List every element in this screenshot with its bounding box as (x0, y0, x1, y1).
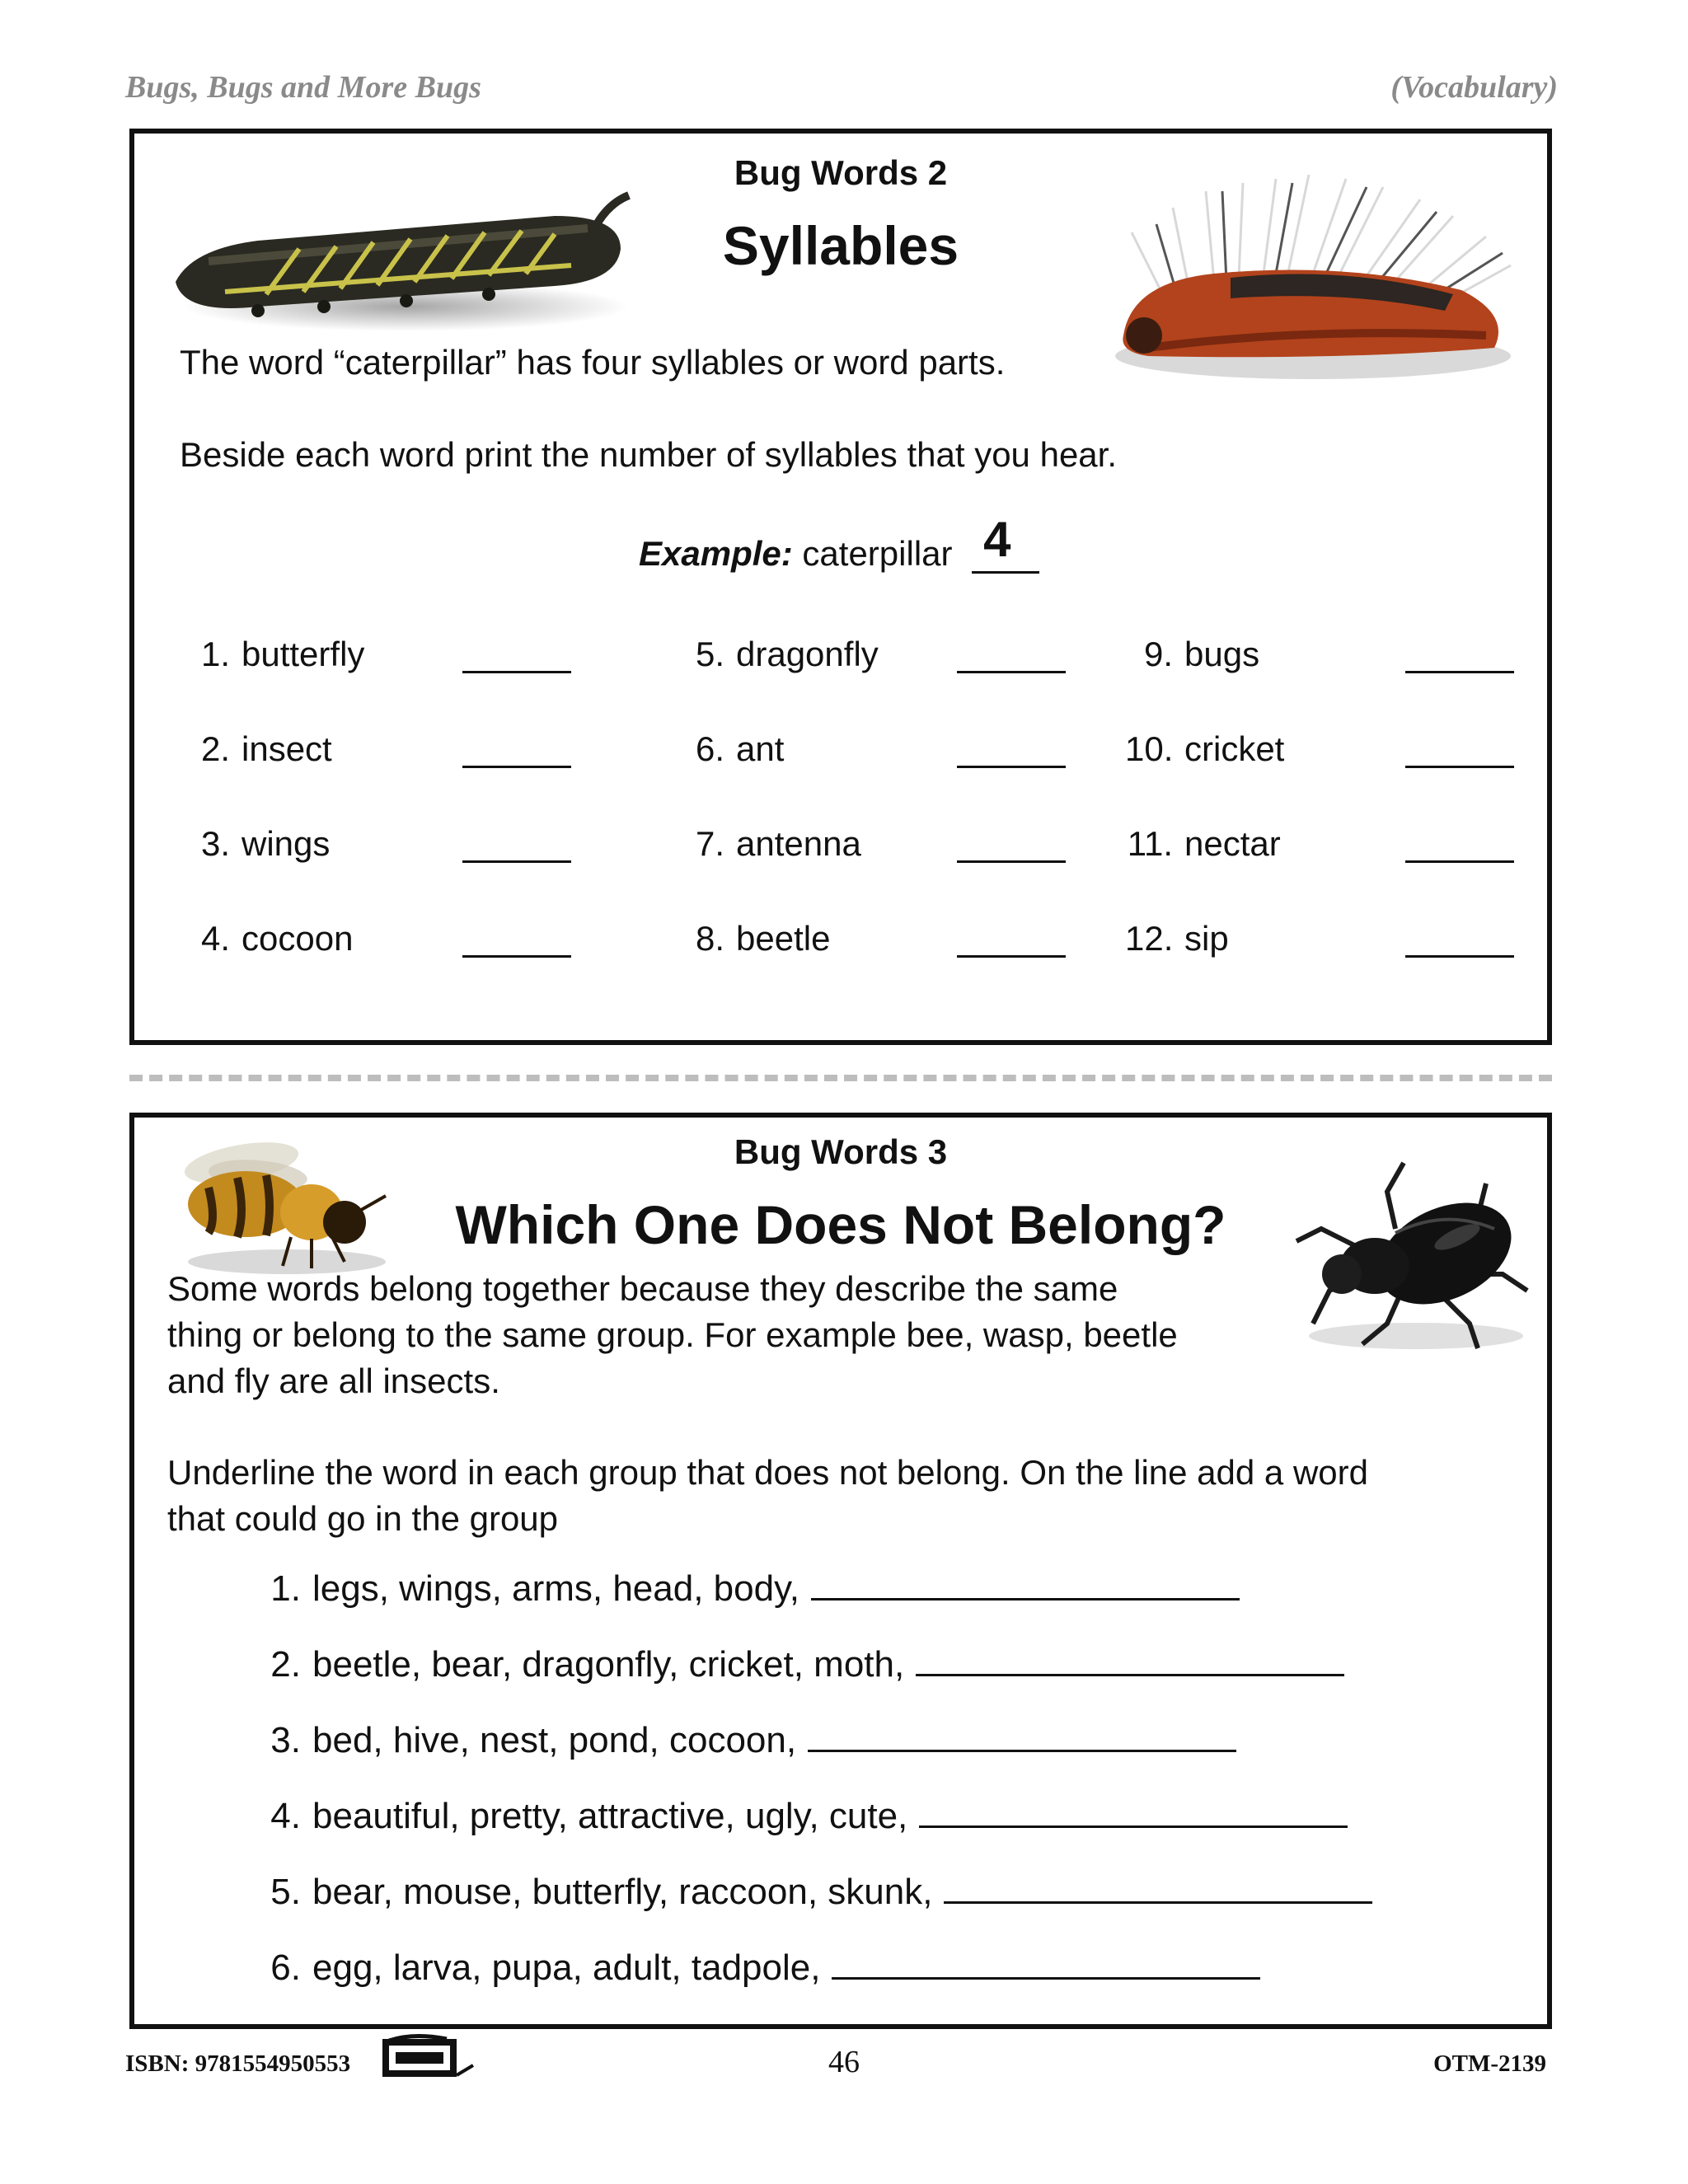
list-item: 6. ant (677, 726, 1105, 772)
answer-blank[interactable] (462, 860, 571, 863)
answer-blank[interactable] (916, 1641, 1344, 1676)
intro-text: The word “caterpillar” has four syllables or word parts. (180, 343, 1006, 382)
group-item: 4. beautiful, pretty, attractive, ugly, cute, (265, 1792, 1348, 1841)
list-item: 7. antenna (677, 821, 1105, 867)
group-item: 1. legs, wings, arms, head, body, (265, 1564, 1240, 1614)
caterpillar-image (159, 183, 654, 340)
answer-blank[interactable] (957, 766, 1066, 768)
beetle-image (1272, 1151, 1544, 1357)
list-item: 2. insect (182, 726, 611, 772)
not-belong-worksheet-box (129, 1113, 1552, 2029)
answer-blank[interactable] (1405, 671, 1514, 673)
group-item: 6. egg, larva, pupa, adult, tadpole, (265, 1943, 1260, 1993)
product-code: OTM-2139 (1433, 2050, 1546, 2077)
section-title: Which One Does Not Belong? (455, 1194, 1226, 1255)
answer-blank[interactable] (944, 1868, 1372, 1904)
answer-blank[interactable] (957, 860, 1066, 863)
header-book-title: Bugs, Bugs and More Bugs (125, 70, 481, 105)
cut-line-divider (129, 1075, 1552, 1081)
example-answer-line (972, 512, 1039, 574)
list-item: 8. beetle (677, 916, 1105, 962)
page-number: 46 (828, 2045, 860, 2079)
answer-blank[interactable] (811, 1565, 1240, 1601)
example-answer: 4 (983, 512, 1011, 567)
group-item: 2. beetle, bear, dragonfly, cricket, moth, (265, 1640, 1344, 1690)
group-item: 3. bed, hive, nest, pond, cocoon, (265, 1716, 1236, 1765)
answer-blank[interactable] (957, 671, 1066, 673)
answer-blank[interactable] (957, 955, 1066, 958)
answer-blank[interactable] (462, 955, 571, 958)
instruction-text: Beside each word print the number of syllables that you hear. (180, 435, 1117, 474)
group-item: 5. bear, mouse, butterfly, raccoon, skunk, (265, 1868, 1372, 1917)
answer-blank[interactable] (808, 1717, 1236, 1752)
isbn-text: ISBN: 9781554950553 (125, 2050, 351, 2077)
list-item: 4. cocoon (182, 916, 611, 962)
list-item: 12. sip (1125, 916, 1537, 962)
section-label: Bug Words 2 (734, 153, 948, 192)
list-item: 5. dragonfly (677, 631, 1105, 677)
list-item: 11. nectar (1125, 821, 1537, 867)
list-item: 1. butterfly (182, 631, 611, 677)
woolly-caterpillar-image (1099, 158, 1527, 389)
answer-blank[interactable] (832, 1944, 1260, 1980)
bee-image (167, 1130, 406, 1278)
answer-blank[interactable] (1405, 766, 1514, 768)
list-item: 10. cricket (1125, 726, 1537, 772)
list-item: 9. bugs (1125, 631, 1537, 677)
answer-blank[interactable] (1405, 955, 1514, 958)
example-line (639, 512, 1039, 574)
instruction-paragraph: Underline the word in each group that does not belong. On the line add a word that could go in the group (167, 1453, 1368, 1538)
answer-blank[interactable] (462, 766, 571, 768)
answer-blank[interactable] (919, 1793, 1348, 1828)
header-section: (Vocabulary) (1390, 70, 1558, 105)
intro-paragraph: Some words belong together because they describe the same thing or belong to the same group. For example bee, wasp, beetle and fly are all insects. (167, 1269, 1178, 1400)
section-label: Bug Words 3 (734, 1132, 948, 1171)
answer-blank[interactable] (462, 671, 571, 673)
example-label: Example: (639, 534, 793, 573)
list-item: 3. wings (182, 821, 611, 867)
section-title: Syllables (722, 215, 959, 276)
answer-blank[interactable] (1405, 860, 1514, 863)
example-word: caterpillar (802, 534, 953, 573)
syllables-worksheet-box (129, 129, 1552, 1045)
